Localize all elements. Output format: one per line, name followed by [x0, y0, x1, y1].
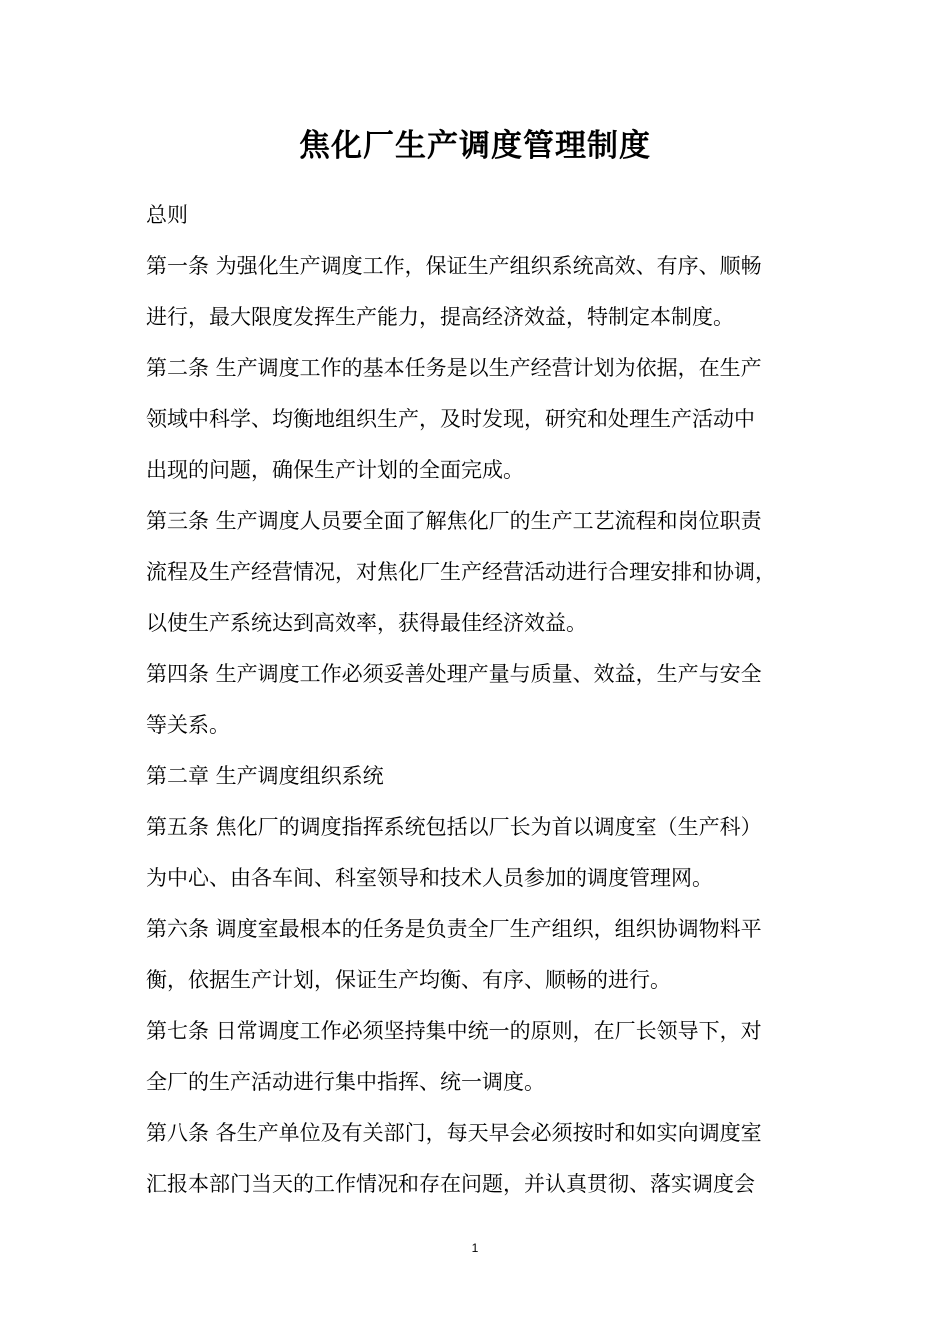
text-line: 以使生产系统达到高效率，获得最佳经济效益。	[146, 611, 587, 635]
text-line: 领域中科学、均衡地组织生产，及时发现，研究和处理生产活动中	[146, 407, 755, 431]
text-line: 全厂的生产活动进行集中指挥、统一调度。	[146, 1070, 545, 1094]
page-number: 1	[471, 1241, 479, 1255]
text-line: 出现的问题，确保生产计划的全面完成。	[146, 458, 524, 482]
text-line: 总则	[146, 203, 188, 227]
text-line: 等关系。	[146, 713, 230, 737]
text-line: 第二条 生产调度工作的基本任务是以生产经营计划为依据，在生产	[146, 356, 762, 380]
text-line: 第六条 调度室最根本的任务是负责全厂生产组织，组织协调物料平	[146, 917, 762, 941]
text-line: 第七条 日常调度工作必须坚持集中统一的原则，在厂长领导下，对	[146, 1019, 762, 1043]
text-line: 第三条 生产调度人员要全面了解焦化厂的生产工艺流程和岗位职责	[146, 509, 762, 533]
document-body	[146, 190, 826, 1210]
chapter-heading: 第二章 生产调度组织系统	[146, 764, 384, 788]
document-title: 焦化厂生产调度管理制度	[299, 128, 651, 164]
text-line: 第五条 焦化厂的调度指挥系统包括以厂长为首以调度室（生产科）	[146, 815, 762, 839]
text-line: 第八条 各生产单位及有关部门，每天早会必须按时和如实向调度室	[146, 1121, 762, 1145]
text-line: 第一条 为强化生产调度工作，保证生产组织系统高效、有序、顺畅	[146, 254, 762, 278]
text-line: 流程及生产经营情况，对焦化厂生产经营活动进行合理安排和协调，	[146, 560, 776, 584]
text-line: 进行，最大限度发挥生产能力，提高经济效益，特制定本制度。	[146, 305, 734, 329]
text-line: 汇报本部门当天的工作情况和存在问题，并认真贯彻、落实调度会	[146, 1172, 755, 1196]
text-line: 为中心、由各车间、科室领导和技术人员参加的调度管理网。	[146, 866, 713, 890]
text-line: 第四条 生产调度工作必须妥善处理产量与质量、效益，生产与安全	[146, 662, 762, 686]
text-line: 衡，依据生产计划，保证生产均衡、有序、顺畅的进行。	[146, 968, 671, 992]
